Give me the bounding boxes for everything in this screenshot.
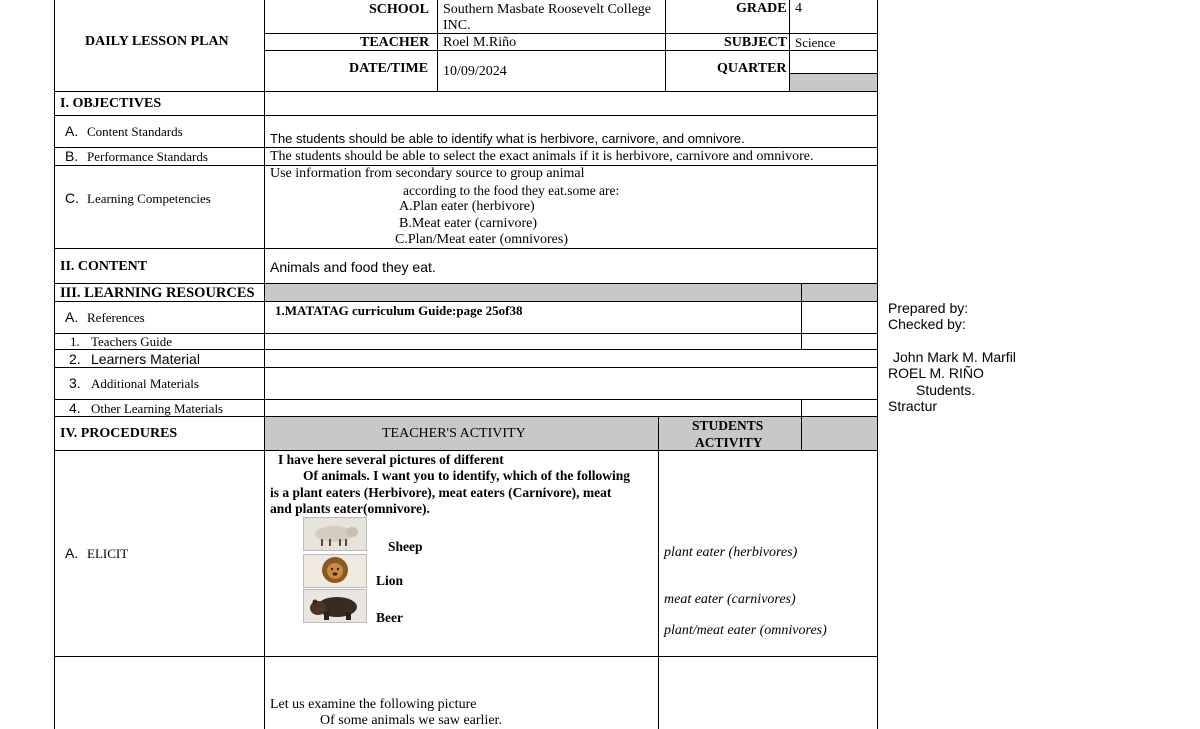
students-activity-header-fill bbox=[658, 417, 877, 450]
rule-lm-bottom bbox=[54, 367, 877, 368]
next-activity-line: Let us examine the following picture bbox=[270, 697, 477, 712]
checked-by-label: Checked by: bbox=[888, 316, 966, 332]
animal-label: Beer bbox=[376, 610, 403, 625]
rule-a-bottom bbox=[54, 147, 877, 148]
rule-resources-bottom bbox=[54, 301, 877, 302]
learning-competencies-label: Learning Competencies bbox=[87, 191, 211, 206]
learners-material-label: Learners Material bbox=[91, 351, 200, 367]
header-divider-2 bbox=[665, 0, 666, 91]
content-standards-text: The students should be able to identify what is herbivore, carnivore, and omnivore. bbox=[270, 131, 745, 146]
table-border-right bbox=[877, 0, 878, 729]
resources-heading: III. LEARNING RESOURCES bbox=[60, 285, 255, 301]
teacher-activity-header: TEACHER'S ACTIVITY bbox=[382, 426, 526, 441]
rule-objectives-top bbox=[54, 91, 877, 92]
rule-elicit-bottom bbox=[54, 656, 877, 657]
teachers-guide-num: 1. bbox=[70, 334, 80, 349]
lion-image bbox=[303, 554, 367, 588]
content-standards-label: Content Standards bbox=[87, 124, 183, 139]
elicit-letter: A. bbox=[65, 545, 79, 561]
column-divider-main bbox=[264, 0, 265, 729]
students-activity-header-line1: STUDENTS bbox=[692, 418, 764, 433]
rule-am-bottom bbox=[54, 399, 877, 400]
quarter-gray-cell bbox=[789, 74, 877, 91]
header-divider-3 bbox=[789, 0, 790, 91]
grade-value: 4 bbox=[795, 1, 802, 16]
prepared-by-label: Prepared by: bbox=[888, 300, 969, 316]
grade-label: GRADE bbox=[736, 1, 787, 16]
performance-standards-text: The students should be able to select the exact animals if it is herbivore, carnivore and omnivore. bbox=[270, 149, 814, 164]
animal-label: Lion bbox=[376, 573, 404, 588]
competency-line: B.Meat eater (carnivore) bbox=[399, 216, 537, 231]
datetime-label: DATE/TIME bbox=[349, 61, 429, 76]
references-text: 1.MATATAG curriculum Guide:page 25of38 bbox=[275, 303, 523, 318]
resources-divider bbox=[801, 284, 802, 350]
procedures-heading: IV. PROCEDURES bbox=[60, 426, 178, 441]
performance-standards-letter: B. bbox=[65, 148, 79, 164]
quarter-label: QUARTER bbox=[717, 61, 787, 76]
rule-objectives-bottom bbox=[54, 115, 877, 116]
competency-line: A.Plan eater (herbivore) bbox=[399, 199, 535, 214]
checker-name: ROEL M. RIÑO bbox=[888, 365, 984, 381]
teacher-label: TEACHER bbox=[360, 35, 430, 50]
other-materials-label: Other Learning Materials bbox=[91, 401, 224, 416]
learning-competencies-letter: C. bbox=[65, 190, 79, 206]
rule-references-bottom bbox=[54, 333, 877, 334]
header-divider-1 bbox=[437, 0, 438, 91]
preparer-name: John Mark M. Marfil bbox=[893, 349, 1016, 365]
competency-line: C.Plan/Meat eater (omnivores) bbox=[395, 232, 569, 247]
header-rule-3 bbox=[789, 73, 877, 74]
lesson-plan-title: DAILY LESSON PLAN bbox=[85, 34, 229, 49]
competency-line: Use information from secondary source to group animal bbox=[270, 166, 585, 181]
school-label: SCHOOL bbox=[369, 2, 429, 17]
competency-line: according to the food they eat.some are: bbox=[403, 183, 620, 198]
bear-image bbox=[303, 589, 367, 623]
content-text: Animals and food they eat. bbox=[270, 259, 436, 275]
teacher-value: Roel M.Riño bbox=[443, 35, 517, 50]
checker-role: Stractur bbox=[888, 398, 938, 414]
rule-c-bottom bbox=[54, 248, 877, 249]
preparer-role: Students. bbox=[916, 382, 976, 398]
proc-header-divider bbox=[801, 417, 802, 450]
performance-standards-label: Performance Standards bbox=[87, 149, 208, 164]
additional-materials-num: 3. bbox=[69, 375, 81, 391]
learners-material-num: 2. bbox=[69, 351, 81, 367]
student-answer: meat eater (carnivores) bbox=[664, 592, 796, 607]
animal-label: Sheep bbox=[388, 539, 423, 554]
school-value-line1: Southern Masbate Roosevelt College bbox=[443, 2, 652, 17]
other-materials-num: 4. bbox=[69, 400, 81, 416]
elicit-intro-line: is a plant eaters (Herbivore), meat eaters (Carnivore), meat bbox=[270, 485, 612, 500]
content-standards-letter: A. bbox=[65, 123, 79, 139]
elicit-intro-line: Of animals. I want you to identify, which of the following bbox=[303, 468, 631, 483]
elicit-intro-line: and plants eater(omnivore). bbox=[270, 501, 430, 516]
student-answer: plant eater (herbivores) bbox=[664, 545, 798, 560]
procedures-col-divider bbox=[658, 417, 659, 729]
school-value-line2: INC. bbox=[443, 18, 471, 33]
student-answer: plant/meat eater (omnivores) bbox=[664, 623, 827, 638]
datetime-value: 10/09/2024 bbox=[443, 64, 507, 79]
subject-label: SUBJECT bbox=[724, 35, 788, 50]
elicit-label: ELICIT bbox=[87, 546, 129, 561]
references-letter: A. bbox=[65, 309, 79, 325]
elicit-intro-line: I have here several pictures of different bbox=[278, 452, 504, 467]
references-label: References bbox=[87, 310, 145, 325]
objectives-heading: I. OBJECTIVES bbox=[60, 96, 162, 111]
table-border-left bbox=[54, 0, 55, 729]
resources-gray-row bbox=[264, 284, 877, 301]
rule-content-bottom bbox=[54, 283, 877, 284]
content-heading: II. CONTENT bbox=[60, 259, 148, 274]
olm-divider bbox=[801, 399, 802, 417]
rule-tg-bottom bbox=[54, 349, 877, 350]
sheep-image bbox=[303, 517, 367, 551]
subject-value: Science bbox=[795, 35, 836, 50]
additional-materials-label: Additional Materials bbox=[91, 376, 199, 391]
header-rule-1 bbox=[264, 33, 877, 34]
teachers-guide-label: Teachers Guide bbox=[91, 334, 173, 349]
next-activity-line: Of some animals we saw earlier. bbox=[320, 713, 502, 728]
students-activity-header-line2: ACTIVITY bbox=[695, 435, 763, 450]
